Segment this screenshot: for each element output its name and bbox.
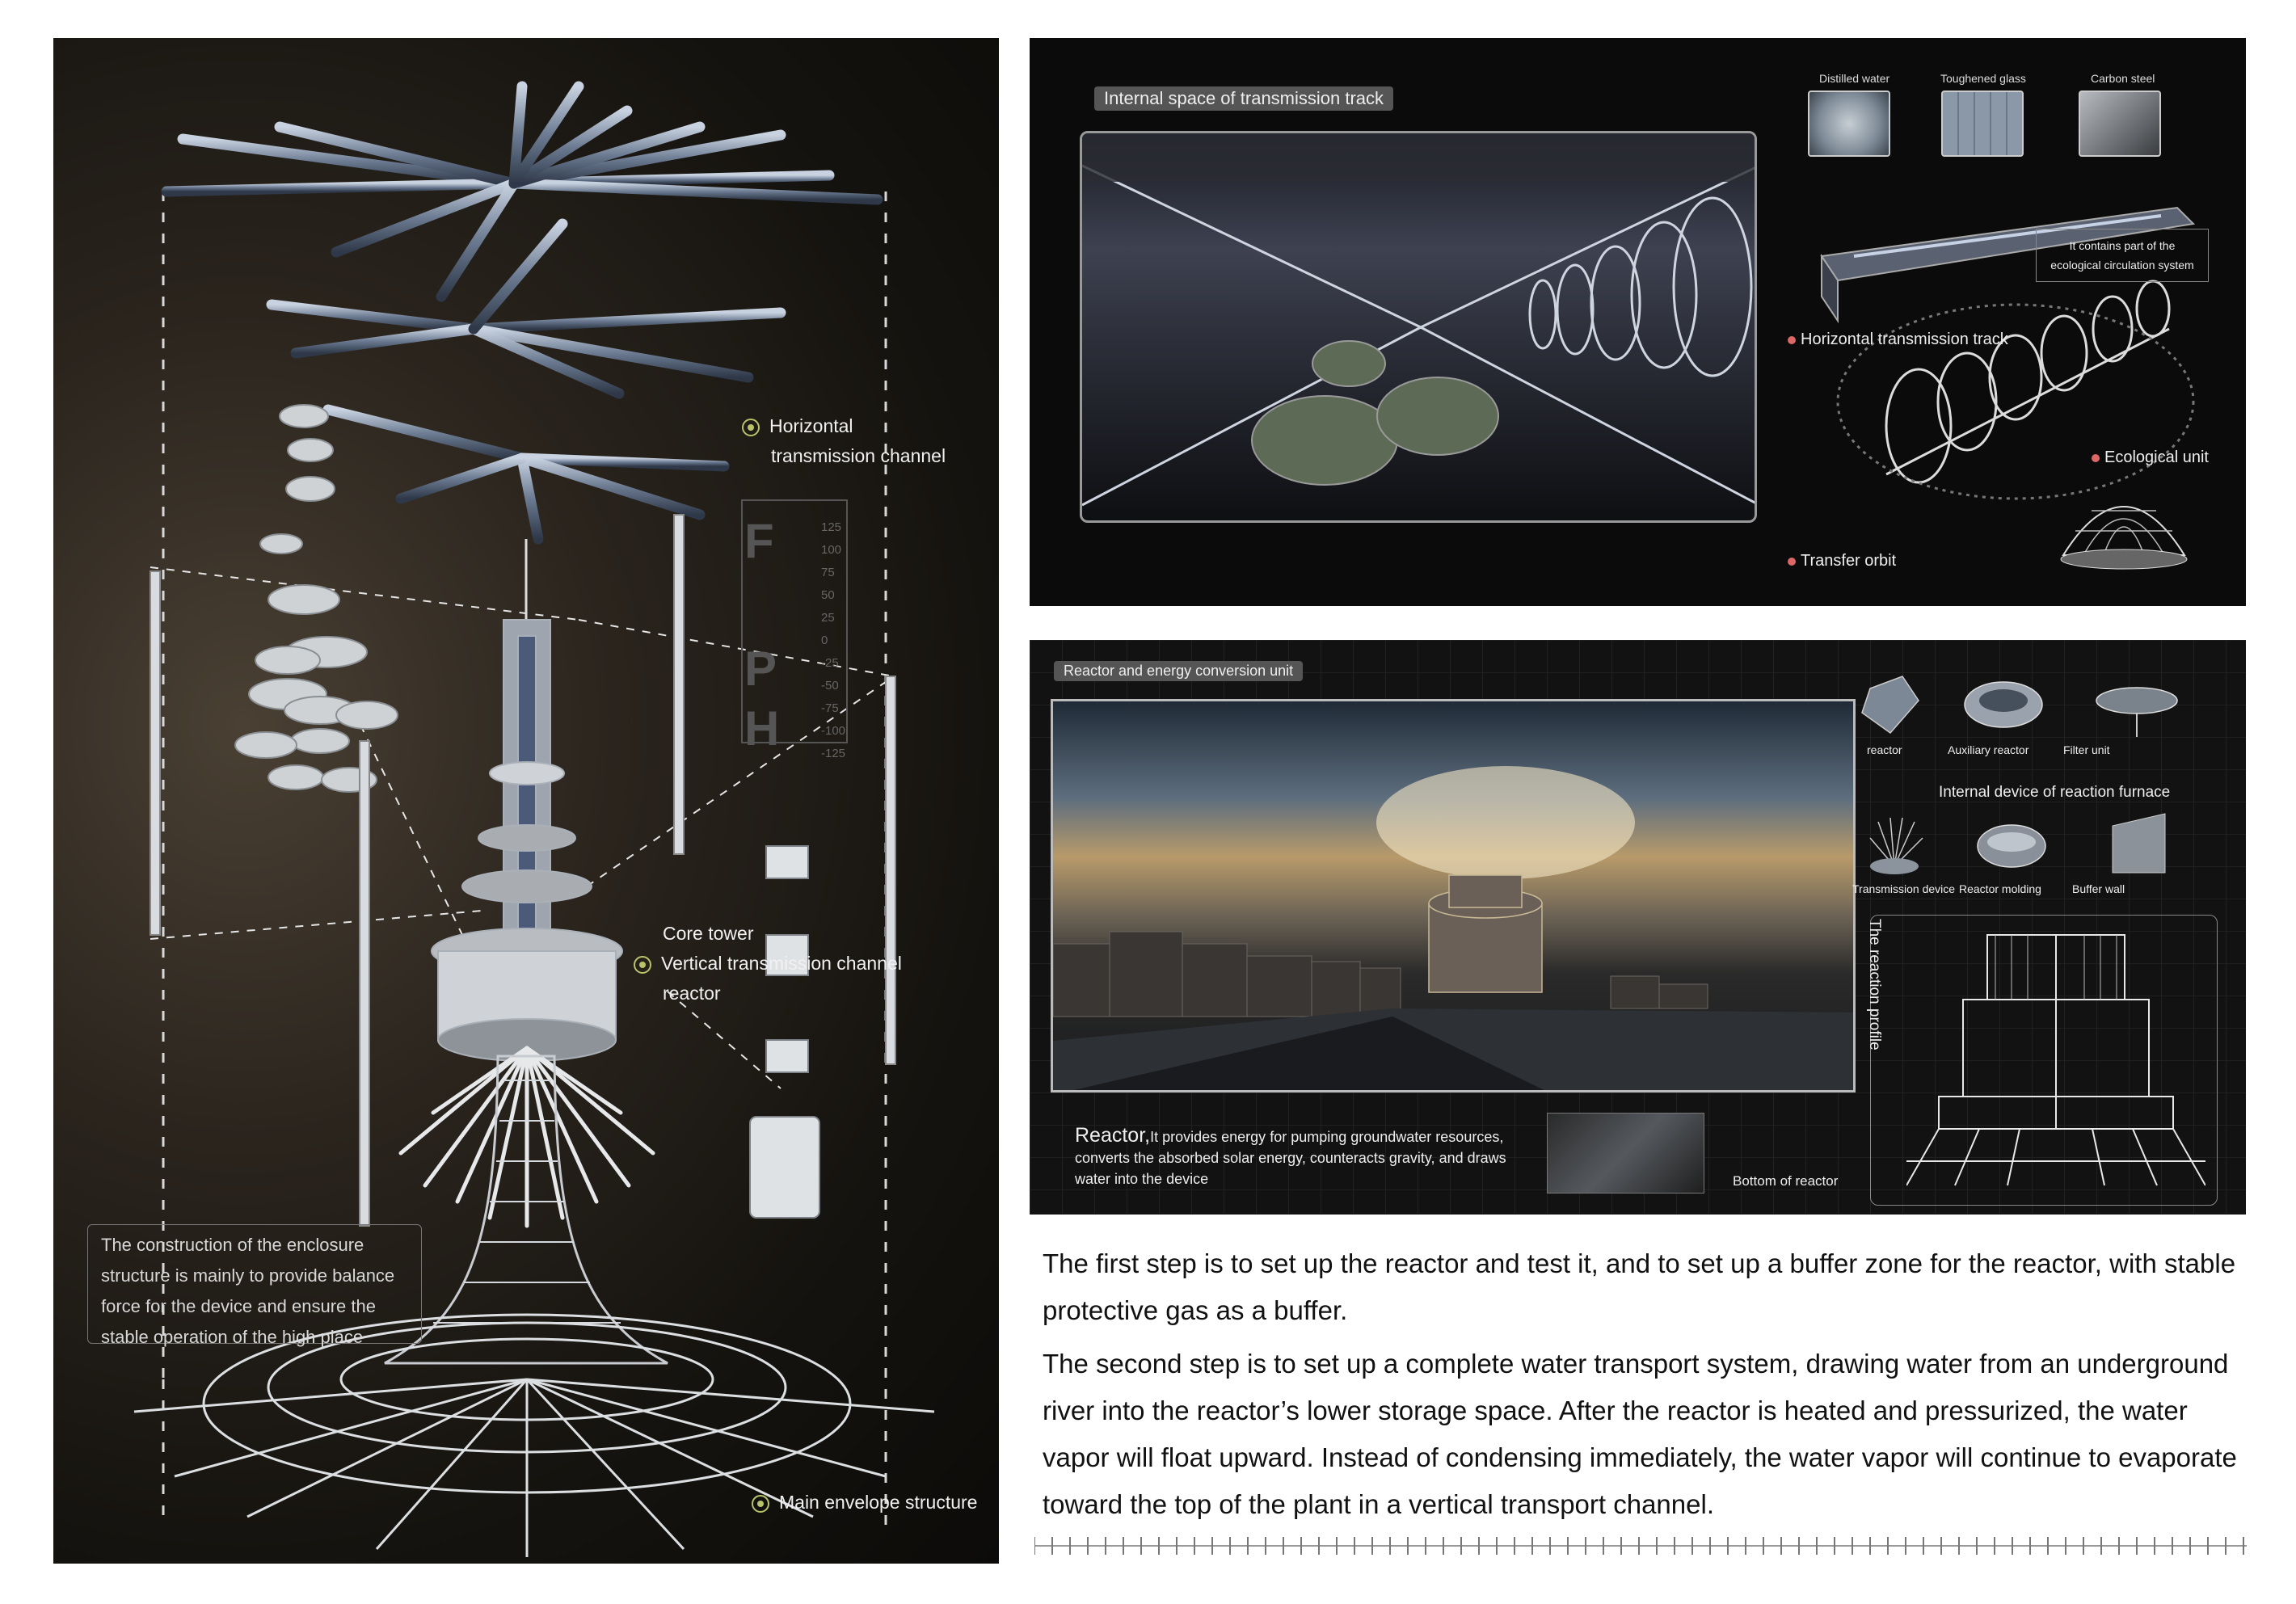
horizontal-channel-label: Horizontal transmission channel (742, 411, 946, 471)
dial-letter-h: H (744, 701, 780, 756)
part-buffer-wall-label: Buffer wall (2072, 882, 2125, 895)
ruler-divider (1034, 1535, 2247, 1556)
dial-scale (821, 516, 845, 765)
dial-tick-label: 100 (821, 543, 842, 557)
dial-tick-label: 50 (821, 588, 835, 602)
reactor-description: Reactor,It provides energy for pumping groundwater resources, converts the absorbed solar energy, counteracts gravity, and draws water into the device (1075, 1124, 1506, 1187)
dial-letter-f: F (744, 514, 774, 568)
enclosure-note: The construction of the enclosure structure is mainly to provide balance force for the device and ensure the stable operation of the high place (87, 1224, 422, 1344)
reactor-bottom-label: Bottom of reactor (1733, 1173, 1839, 1189)
design-description (1043, 1240, 2239, 1535)
core-tower-label: Core tower Vertical transmission channel reactor (634, 919, 902, 1008)
dial-letter-p: P (744, 642, 777, 696)
part-reactor-label: reactor (1867, 743, 1902, 756)
target-icon (634, 956, 651, 974)
horizontal-track-label: Horizontal transmission track (1788, 330, 2008, 349)
reactor-panel (1030, 640, 2246, 1215)
bullet-icon (1788, 558, 1796, 566)
part-auxiliary-label: Auxiliary reactor (1948, 743, 2029, 756)
reactor-parts-bottom (1854, 810, 2218, 878)
transmission-track-panel (1030, 38, 2246, 606)
transfer-orbit-label: Transfer orbit (1788, 552, 1896, 570)
dial-tick-label: 25 (821, 611, 835, 625)
dial-tick-label: -100 (821, 724, 846, 738)
steel-swatch (2079, 91, 2161, 157)
step-one-paragraph: The first step is to set up the reactor and test it, and to set up a buffer zone for the reactor, with stable protective gas as a buffer. (1043, 1248, 2236, 1325)
reactor-bottom-image (1547, 1113, 1704, 1194)
glass-swatch (1941, 91, 2024, 157)
ecological-dome-drawing (2051, 474, 2197, 587)
dial-tick-label: -50 (821, 679, 839, 693)
reaction-profile-drawing (1906, 919, 2205, 1194)
ecological-unit-label: Ecological unit (2092, 448, 2209, 467)
dial-tick-label: -25 (821, 656, 839, 670)
target-icon (742, 419, 760, 436)
track-interior-render (1080, 131, 1757, 523)
reactor-landscape-render (1051, 699, 1856, 1092)
ecology-info-box: It contains part of the ecological circulation system (2036, 229, 2209, 282)
dial-tick-label: -75 (821, 701, 839, 715)
step-two-paragraph: The second step is to set up a complete water transport system, drawing water from an underground river into the reactor’s lower storage space. After the reactor is heated and pressurized, the water vapor will float upward. Instead of condensing immediately, the water vapor will continue to evaporate toward the top of the plant in a vertical transport channel. (1043, 1349, 2237, 1519)
part-molding-label: Reactor molding (1959, 882, 2041, 895)
part-transmission-label: Transmission device (1852, 882, 1956, 895)
material-label-water: Distilled water (1819, 72, 1890, 85)
main-envelope-label: Main envelope structure (752, 1488, 977, 1518)
bullet-icon (1788, 336, 1796, 344)
track-section-title: Internal space of transmission track (1094, 86, 1393, 111)
target-icon (752, 1495, 769, 1513)
structure-diagram-panel (53, 38, 999, 1564)
dial-tick-label: -125 (821, 747, 846, 760)
part-filter-label: Filter unit (2063, 743, 2110, 756)
internal-device-title: Internal device of reaction furnace (1939, 784, 2171, 801)
bullet-icon (2092, 454, 2100, 462)
material-label-glass: Toughened glass (1940, 72, 2026, 85)
reactor-section-title: Reactor and energy conversion unit (1054, 661, 1303, 681)
reaction-profile-label: The reaction profile (1866, 919, 1883, 1050)
dial-tick-label: 125 (821, 520, 842, 534)
material-label-steel: Carbon steel (2091, 72, 2155, 85)
reactor-parts-top (1854, 664, 2218, 745)
water-swatch (1808, 91, 1890, 157)
dial-tick-label: 75 (821, 566, 835, 579)
dial-tick-label: 0 (821, 634, 828, 647)
